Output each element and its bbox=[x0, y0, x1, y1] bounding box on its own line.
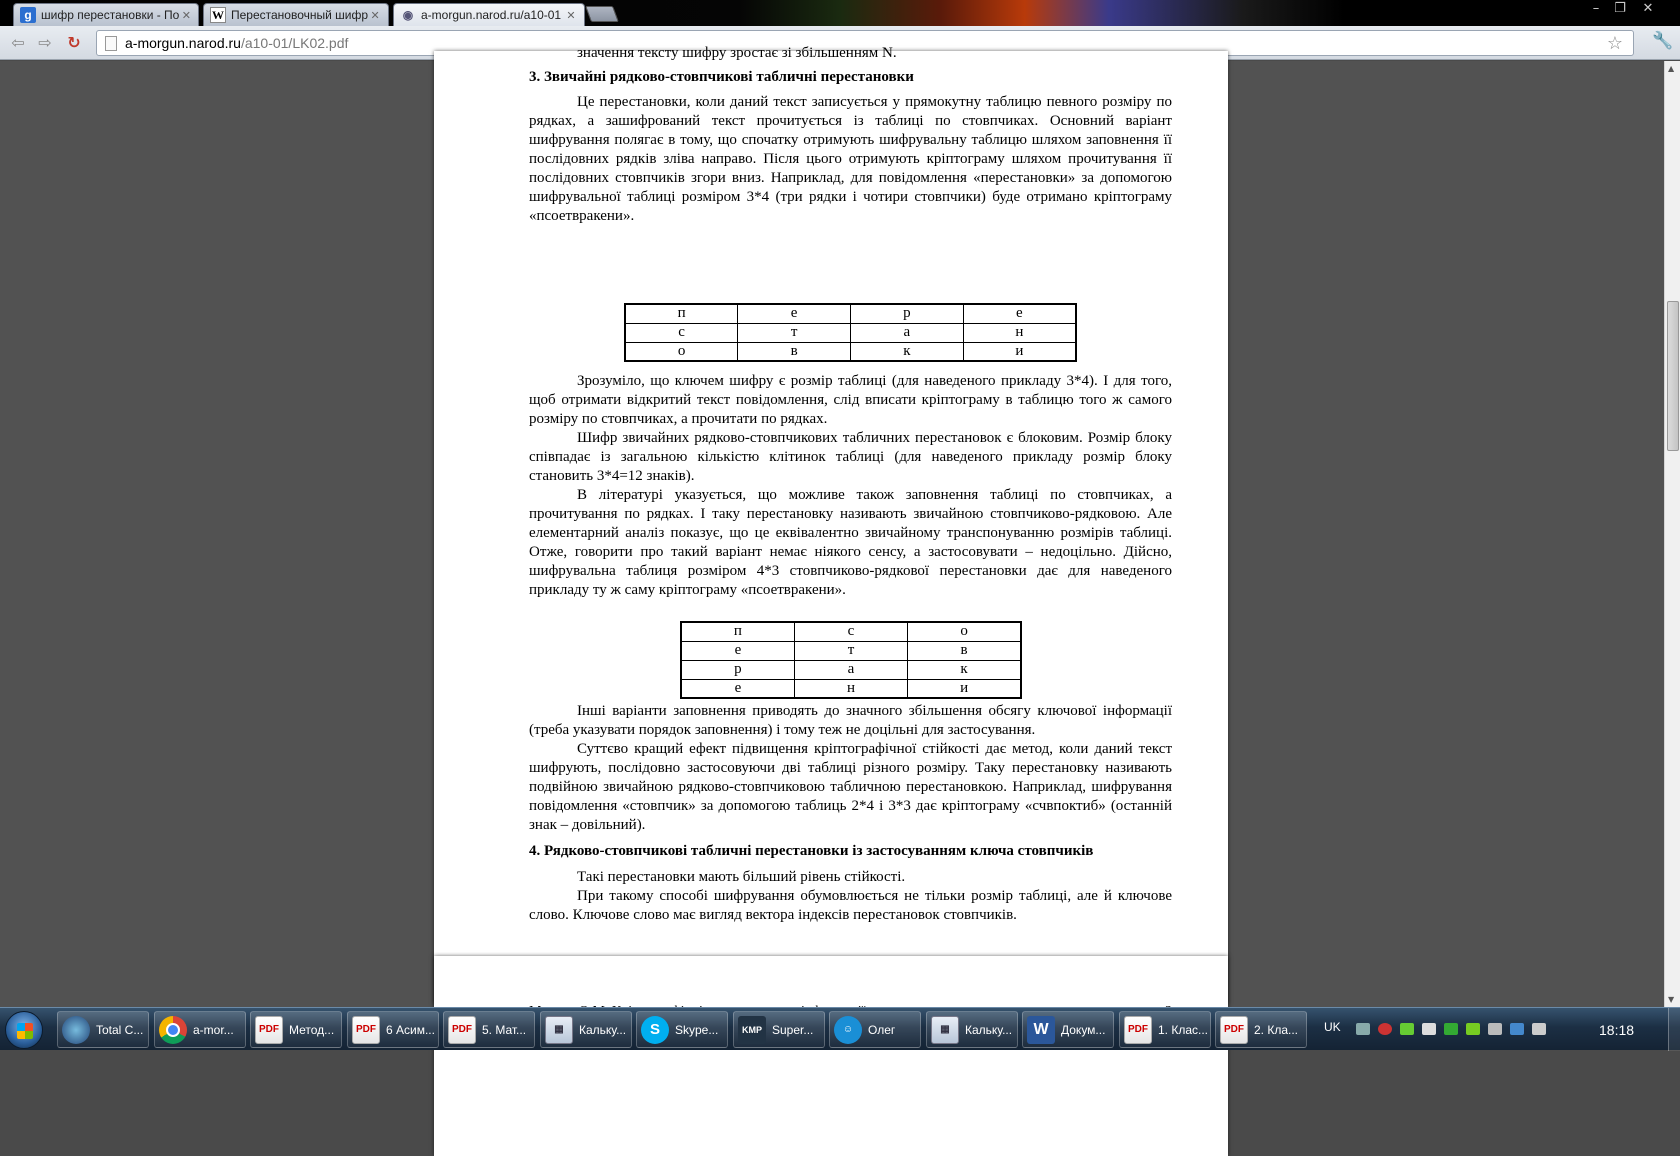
tray-icon[interactable] bbox=[1444, 1023, 1458, 1035]
table-cell: к bbox=[908, 660, 1021, 679]
pdf-page-next bbox=[434, 956, 1228, 1156]
table-cell: к bbox=[850, 342, 963, 361]
paragraph: Інші варіанти заповнення приводять до значного збільшення обсягу ключової інформації (треба указувати порядок заповнення) і тому теж не доцільні для застосування. bbox=[529, 703, 1172, 738]
tab-wikipedia[interactable] bbox=[203, 3, 389, 26]
table-cell: н bbox=[794, 679, 907, 698]
oleg-app-icon: ☺ bbox=[834, 1016, 862, 1044]
taskbar-item-label: Кальку... bbox=[579, 1022, 627, 1037]
window-close-icon[interactable]: ✕ bbox=[1642, 1, 1654, 16]
tray-icon[interactable] bbox=[1466, 1023, 1480, 1035]
network-icon[interactable] bbox=[1488, 1023, 1502, 1035]
table-cell: с bbox=[625, 323, 738, 342]
paragraph: В літературі указується, що можливе також заповнення таблиці по стовпчиках, а прочитування по рядках. І таку перестановку називають звичайною стовпчиково-рядковою. Але елементарний аналіз показує, що це еквівалентно звичайному транспонуванню розмірів таблиці. Отже, говорити про такий варіант немає ніякого сенсу, а застосовувати – недоцільно. Дійсно, шифрувальна таблиця розміром 4*3 стовпчиково-рядкової перестановки дає для наведеного прикладу ту ж саму кріптограму «псоетвракени». bbox=[529, 487, 1172, 598]
volume-icon[interactable] bbox=[1532, 1023, 1546, 1035]
globe-icon: ◉ bbox=[402, 8, 414, 22]
close-icon[interactable]: ✕ bbox=[566, 9, 576, 22]
skype-app-icon: S bbox=[641, 1016, 669, 1044]
section-heading: 3. Звичайні рядково-стовпчикові табличні перестановки bbox=[529, 69, 914, 85]
reload-icon[interactable]: ↻ bbox=[67, 33, 81, 52]
tray-icon[interactable] bbox=[1378, 1023, 1392, 1035]
tc-app-icon bbox=[62, 1016, 90, 1044]
table-cell: и bbox=[963, 342, 1076, 361]
paragraph: Зрозуміло, що ключем шифру є розмір таблиці (для наведеного прикладу 3*4). І для того, щоб отримати відкритий текст повідомлення, слід вписати кріптограму в таблицю того ж самого розміру по стовпчиках, а прочитати по рядках. bbox=[529, 373, 1172, 427]
paragraph: При такому способі шифрування обумовлюється не тільки розмір таблиці, але й ключове слово. Ключове слово має вигляд вектора індексів перестановок стовпчиків. bbox=[529, 888, 1172, 923]
back-icon[interactable]: ⇦ bbox=[11, 33, 25, 52]
wrench-menu-icon[interactable]: 🔧 bbox=[1652, 31, 1674, 51]
taskbar-item-label: Super... bbox=[772, 1022, 814, 1037]
tray-icon[interactable] bbox=[1400, 1023, 1414, 1035]
taskbar-item[interactable] bbox=[443, 1011, 535, 1048]
pdf-app-icon: PDF bbox=[1220, 1016, 1248, 1044]
closing-block bbox=[529, 702, 1172, 925]
table-cell: а bbox=[794, 660, 907, 679]
minimize-icon[interactable]: – bbox=[1592, 1, 1600, 16]
taskbar-item-label: Total C... bbox=[96, 1022, 144, 1037]
cipher-table-4x3 bbox=[680, 621, 1022, 699]
taskbar-item[interactable] bbox=[57, 1011, 149, 1048]
taskbar-item-label: Skype... bbox=[675, 1022, 719, 1037]
pdf-app-icon: PDF bbox=[352, 1016, 380, 1044]
taskbar-item-label: Метод... bbox=[289, 1022, 335, 1037]
taskbar-item[interactable] bbox=[1215, 1011, 1307, 1048]
table-cell: е bbox=[681, 679, 794, 698]
scroll-down-icon[interactable]: ▼ bbox=[1668, 995, 1675, 1004]
table-cell: в bbox=[908, 641, 1021, 660]
pdf-app-icon: PDF bbox=[255, 1016, 283, 1044]
tab-title: шифр перестановки - По bbox=[41, 8, 180, 22]
maximize-icon[interactable]: ❐ bbox=[1614, 1, 1626, 16]
table-row bbox=[625, 304, 1076, 323]
page-icon bbox=[105, 36, 117, 51]
taskbar-item[interactable] bbox=[250, 1011, 342, 1048]
taskbar-item-label: 2. Кла... bbox=[1254, 1022, 1299, 1037]
table-cell: и bbox=[908, 679, 1021, 698]
paragraph: Такі перестановки мають більший рівень стійкості. bbox=[577, 869, 906, 885]
taskbar-item-label: 6 Асим... bbox=[386, 1022, 435, 1037]
table-cell: е bbox=[738, 304, 851, 323]
clock[interactable]: 18:18 bbox=[1599, 1022, 1635, 1038]
pdf-page bbox=[434, 45, 1228, 1004]
taskbar-item[interactable] bbox=[540, 1011, 632, 1048]
vertical-scrollbar[interactable] bbox=[1664, 61, 1680, 1007]
table-row bbox=[681, 622, 1021, 641]
paragraph: Це перестановки, коли даний текст записується у прямокутну таблицю певного розміру по рядках, а зашифрований текст прочитується із таблиці по стовпчиках. Основний варіант шифрування полягає в тому, що спочатку отримують шифрувальну таблицю шляхом заповнення її послідовних рядків зліва направо. Після цього отримують кріптограму шляхом прочитування її послідовних стовпчиків згори вниз. Наприклад, для повідомлення «перестановки» за допомогою шифрувальної таблиці розміром 3*4 (три рядки і чотири стовпчики) буде отримано кріптограму «псоетвракени». bbox=[529, 94, 1172, 224]
table-cell: п bbox=[625, 304, 738, 323]
close-icon[interactable]: ✕ bbox=[370, 9, 380, 22]
taskbar-item-label: 1. Клас... bbox=[1158, 1022, 1209, 1037]
google-icon: g bbox=[20, 7, 36, 23]
table-cell: а bbox=[850, 323, 963, 342]
table-cell: с bbox=[794, 622, 907, 641]
table-cell: е bbox=[681, 641, 794, 660]
system-tray bbox=[1316, 1008, 1680, 1051]
cipher-table-3x4 bbox=[624, 303, 1077, 362]
taskbar-item-label: 5. Мат... bbox=[482, 1022, 527, 1037]
url-path: /a10-01/LK02.pdf bbox=[240, 35, 349, 51]
table-row bbox=[625, 342, 1076, 361]
explanation-block bbox=[529, 372, 1172, 600]
table-cell: р bbox=[850, 304, 963, 323]
taskbar-item[interactable] bbox=[829, 1011, 921, 1048]
chrome-app-icon bbox=[159, 1016, 187, 1044]
table-cell: о bbox=[908, 622, 1021, 641]
language-indicator[interactable]: UK bbox=[1324, 1020, 1341, 1034]
taskbar-item[interactable] bbox=[154, 1011, 246, 1048]
taskbar bbox=[0, 1007, 1680, 1050]
scroll-up-icon[interactable]: ▲ bbox=[1668, 64, 1675, 73]
table-cell: т bbox=[738, 323, 851, 342]
kmp-app-icon: KMP bbox=[738, 1016, 766, 1044]
taskbar-item-label: Кальку... bbox=[965, 1022, 1013, 1037]
tab-google-search[interactable] bbox=[13, 3, 199, 26]
pdf-viewport[interactable] bbox=[0, 45, 1664, 1007]
tray-icon[interactable] bbox=[1422, 1023, 1436, 1035]
taskbar-item[interactable] bbox=[636, 1011, 728, 1048]
section-heading: 4. Рядково-стовпчикові табличні перестановки із застосуванням ключа стовпчиків bbox=[529, 843, 1094, 859]
tab-pdf-active[interactable] bbox=[393, 3, 585, 26]
section-3 bbox=[529, 68, 1172, 226]
close-icon[interactable]: ✕ bbox=[181, 9, 191, 22]
wikipedia-icon: W bbox=[212, 7, 224, 22]
taskbar-item[interactable] bbox=[1022, 1011, 1114, 1048]
table-row bbox=[681, 641, 1021, 660]
table-row bbox=[681, 679, 1021, 698]
start-button[interactable] bbox=[5, 1011, 43, 1049]
table-cell: н bbox=[963, 323, 1076, 342]
calc-app-icon: ▦ bbox=[545, 1016, 573, 1044]
pdf-app-icon: PDF bbox=[1124, 1016, 1152, 1044]
tab-title: Перестановочный шифр bbox=[231, 8, 369, 22]
paragraph: Шифр звичайних рядково-стовпчикових табличних перестановок є блоковим. Розмір блоку співпадає із загальною кількістю клітинок таблиці (для наведеного прикладу розмір блоку становить 3*4=12 знаків). bbox=[529, 430, 1172, 484]
tab-title: a-morgun.narod.ru/a10-01 bbox=[421, 8, 562, 22]
bookmark-star-icon[interactable]: ☆ bbox=[1606, 33, 1623, 54]
calc-app-icon: ▦ bbox=[931, 1016, 959, 1044]
taskbar-item-label: Докум... bbox=[1061, 1022, 1106, 1037]
table-row bbox=[625, 323, 1076, 342]
table-cell: е bbox=[963, 304, 1076, 323]
taskbar-item[interactable] bbox=[347, 1011, 439, 1048]
forward-icon[interactable]: ⇨ bbox=[38, 33, 52, 52]
taskbar-item-label: Олег bbox=[868, 1022, 896, 1037]
table-cell: т bbox=[794, 641, 907, 660]
table-cell: о bbox=[625, 342, 738, 361]
previous-text-fragment: значення тексту шифру зростає зі збільшенням N. bbox=[577, 45, 897, 61]
new-tab-button[interactable] bbox=[585, 6, 619, 22]
show-desktop-button[interactable] bbox=[1668, 1008, 1680, 1051]
paragraph: Суттєво кращий ефект підвищення кріптографічної стійкості дає метод, коли даний текст шифрують, послідовно застосовуючи дві таблиці різного розміру. Таку перестановку називають подвійною звичайною рядково-стовпчиковою табличною перестановкою. Наприклад, шифрування повідомлення «стовпчик» за допомогою таблиць 2*4 і 3*3 дає кріптограму «счвпоктиб» (останній знак – довільний). bbox=[529, 741, 1172, 833]
taskbar-item-label: a-mor... bbox=[193, 1022, 234, 1037]
taskbar-item[interactable] bbox=[733, 1011, 825, 1048]
table-row bbox=[681, 660, 1021, 679]
taskbar-item[interactable] bbox=[926, 1011, 1018, 1048]
word-app-icon: W bbox=[1027, 1016, 1055, 1044]
table-cell: р bbox=[681, 660, 794, 679]
tray-icon[interactable] bbox=[1356, 1023, 1370, 1035]
url-host: a-morgun.narod.ru bbox=[125, 35, 241, 51]
tab-strip bbox=[0, 0, 1680, 26]
taskbar-item[interactable] bbox=[1119, 1011, 1211, 1048]
display-icon[interactable] bbox=[1510, 1023, 1524, 1035]
table-cell: п bbox=[681, 622, 794, 641]
scrollbar-thumb[interactable] bbox=[1667, 301, 1679, 451]
table-cell: в bbox=[738, 342, 851, 361]
pdf-app-icon: PDF bbox=[448, 1016, 476, 1044]
